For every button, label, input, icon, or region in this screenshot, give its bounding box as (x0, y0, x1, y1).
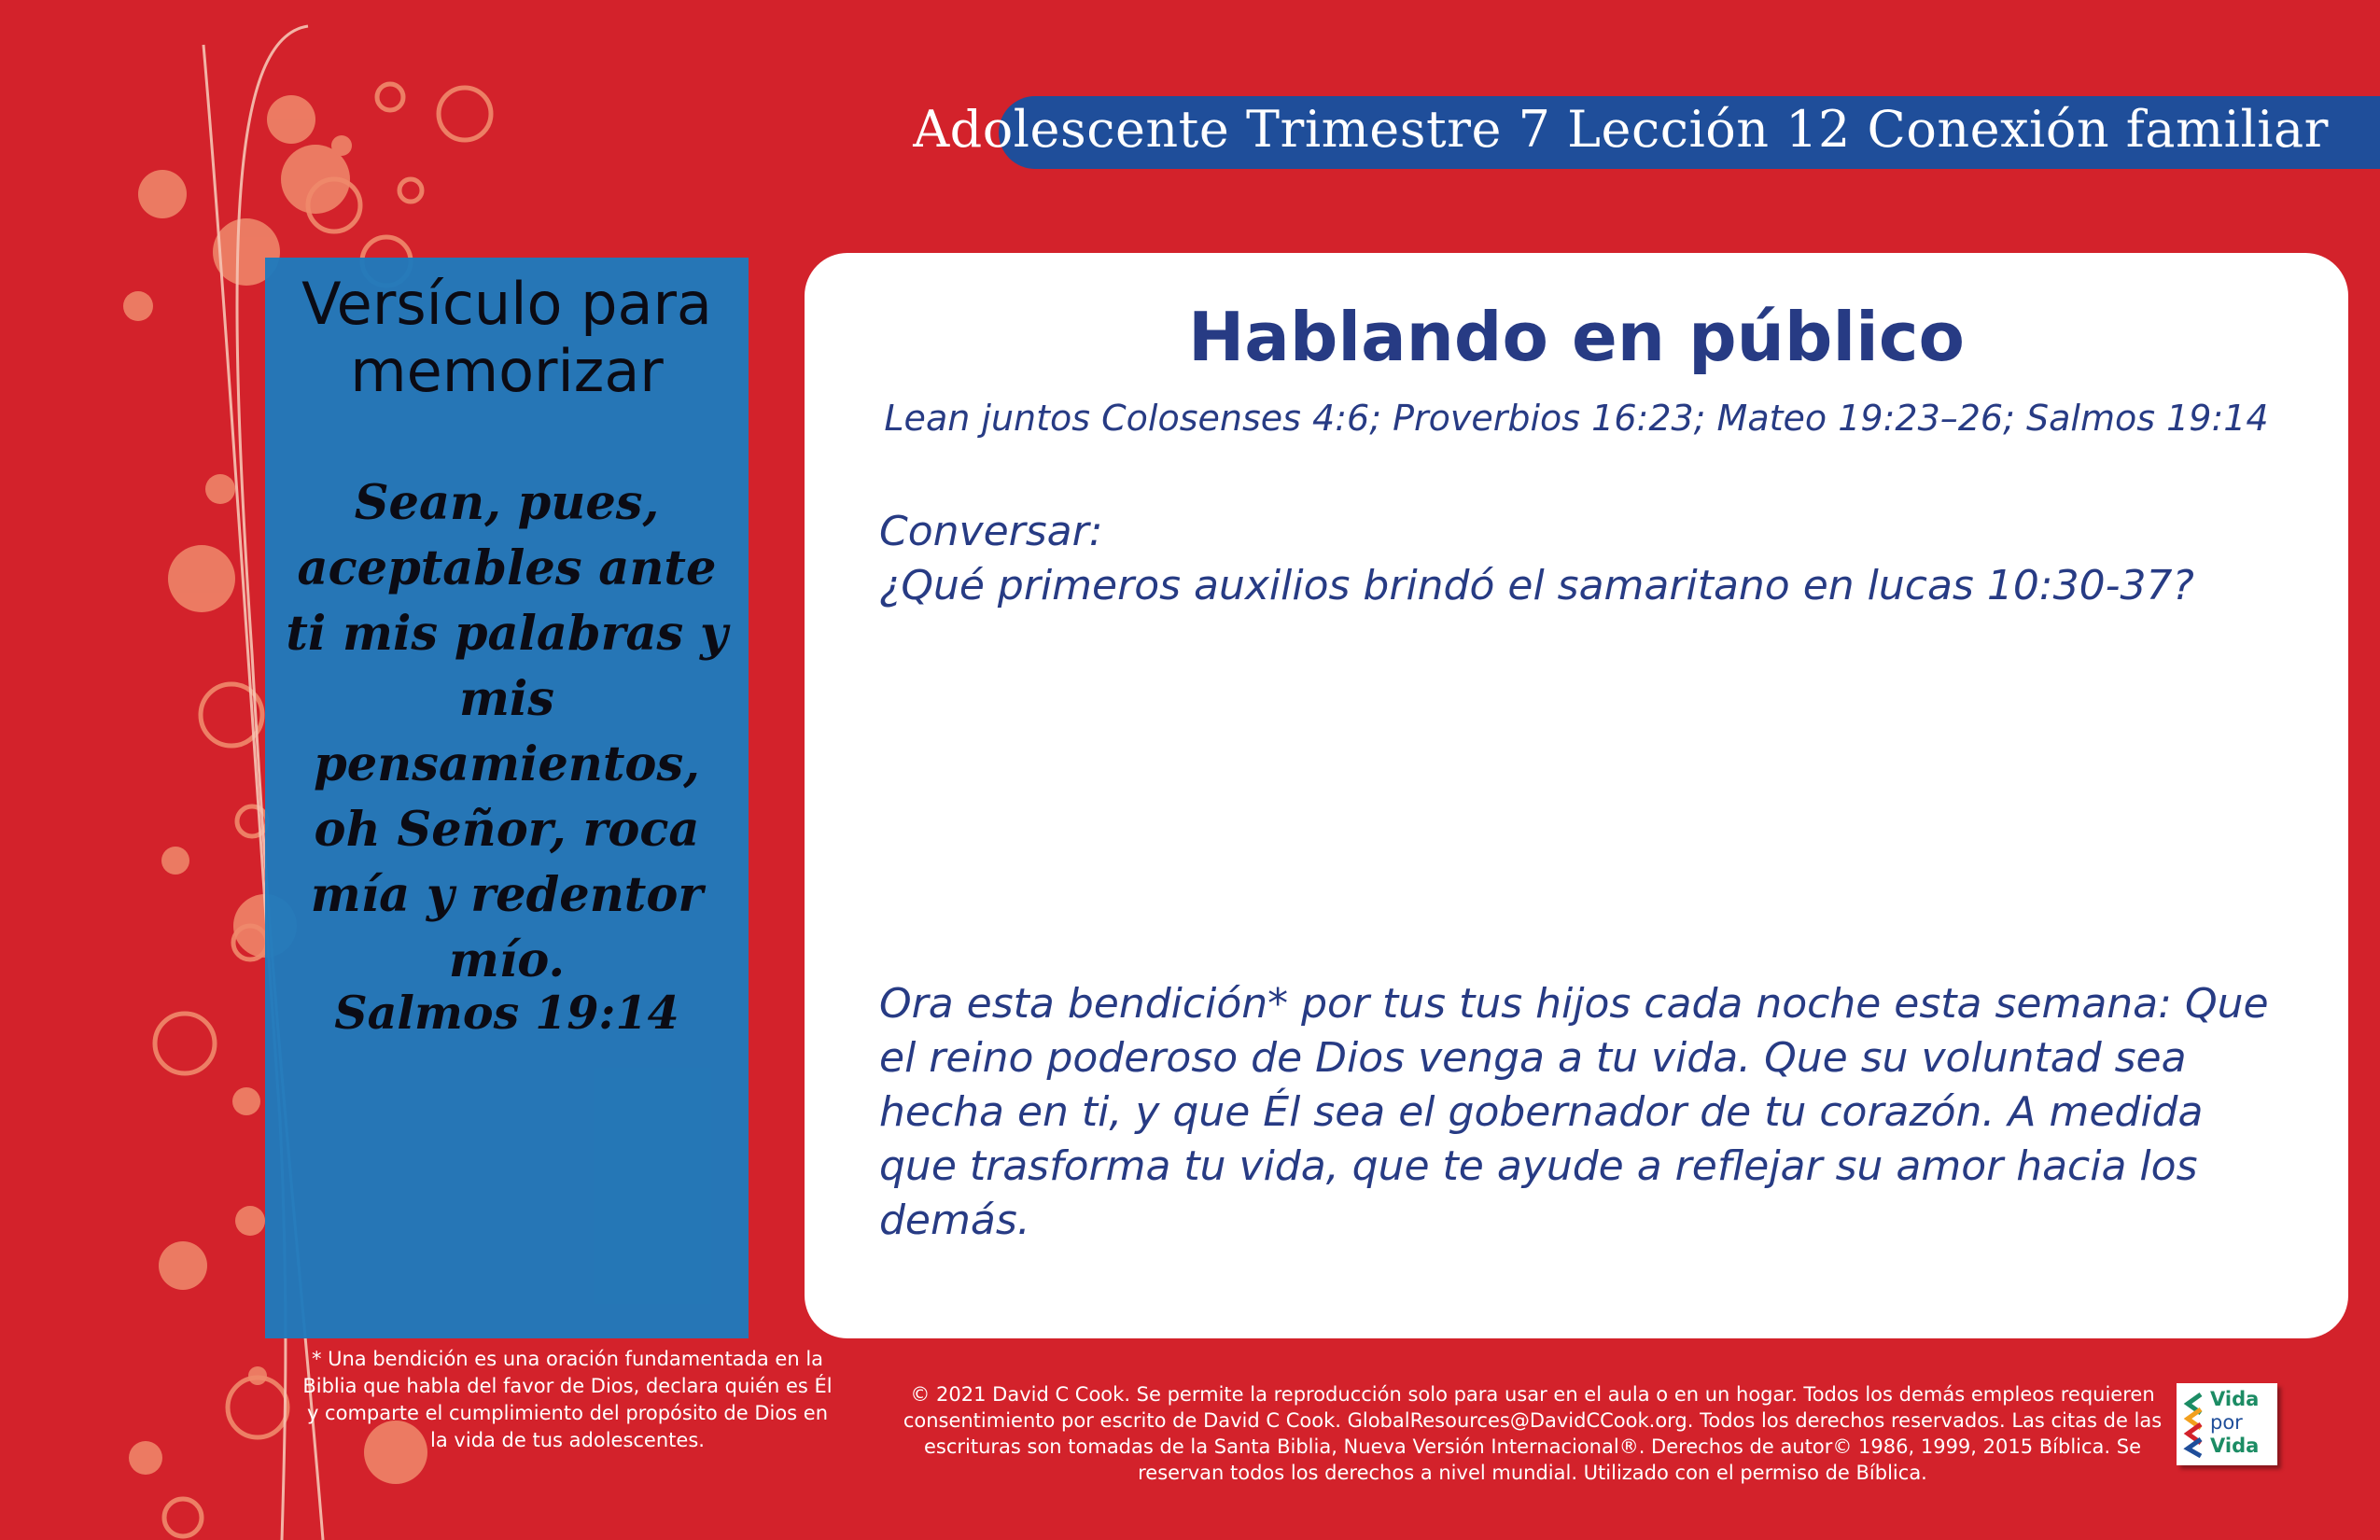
copyright-notice: © 2021 David C Cook. Se permite la reproducción solo para usar en el aula o en un hogar. Todos los demás empleos requieren consentimiento por escrito de David C Cook. GlobalResources@DavidCCook.org. Todos los derechos reservados. Las citas de las escrituras son tomadas de la Santa Biblia, Nueva Versión Internacional®. Derechos de autor© 1986, 1999, 2015 Bíblica. Se reservan todos los derechos a nivel mundial. Utilizado con el permiso de Bíblica. (903, 1383, 2163, 1484)
conversation-question: ¿Qué primeros auxilios brindó el samaritano en lucas 10:30-37? (879, 562, 2194, 609)
logo-line-2: por (2210, 1411, 2243, 1434)
lesson-title: Hablando en público (1188, 298, 1965, 376)
conversation-label: Conversar: (879, 508, 1103, 555)
header-bar (913, 96, 2380, 169)
memory-verse-text: Sean, pues, aceptables ante ti mis palabras y mis pensamientos, oh Señor, roca mía y redentor mío. (286, 475, 728, 988)
blessing-footnote: * Una bendición es una oración fundamentada en la Biblia que habla del favor de Dios, declara quién es Él y comparte el cumplimiento del propósito de Dios en la vida de tus adolescentes. (302, 1348, 833, 1451)
memory-verse-heading: Versículo para memorizar (301, 270, 712, 405)
blessing-prayer: Ora esta bendición* por tus tus hijos cada noche esta semana: Que el reino poderoso de Dios venga a tu vida. Que su voluntad sea hecha en ti, y que Él sea el gobernador de tu corazón. A medida que trasforma tu vida, que te ayude a reflejar su amor hacia los demás. (879, 980, 2269, 1244)
header-title: Adolescente Trimestre 7 Lección 12 Conexión familiar (913, 100, 2329, 159)
logo-line-1: Vida (2210, 1388, 2260, 1410)
lesson-readings: Lean juntos Colosenses 4:6; Proverbios 16:23; Mateo 19:23–26; Salmos 19:14 (884, 398, 2269, 439)
logo-chevron-icon (2182, 1391, 2206, 1458)
vida-por-vida-logo (2177, 1383, 2277, 1465)
logo-text (2210, 1388, 2275, 1458)
logo-line-3: Vida (2210, 1435, 2260, 1457)
lesson-card (805, 253, 2348, 1338)
memory-verse-panel (265, 258, 749, 1338)
memory-verse-reference: Salmos 19:14 (334, 986, 679, 1040)
